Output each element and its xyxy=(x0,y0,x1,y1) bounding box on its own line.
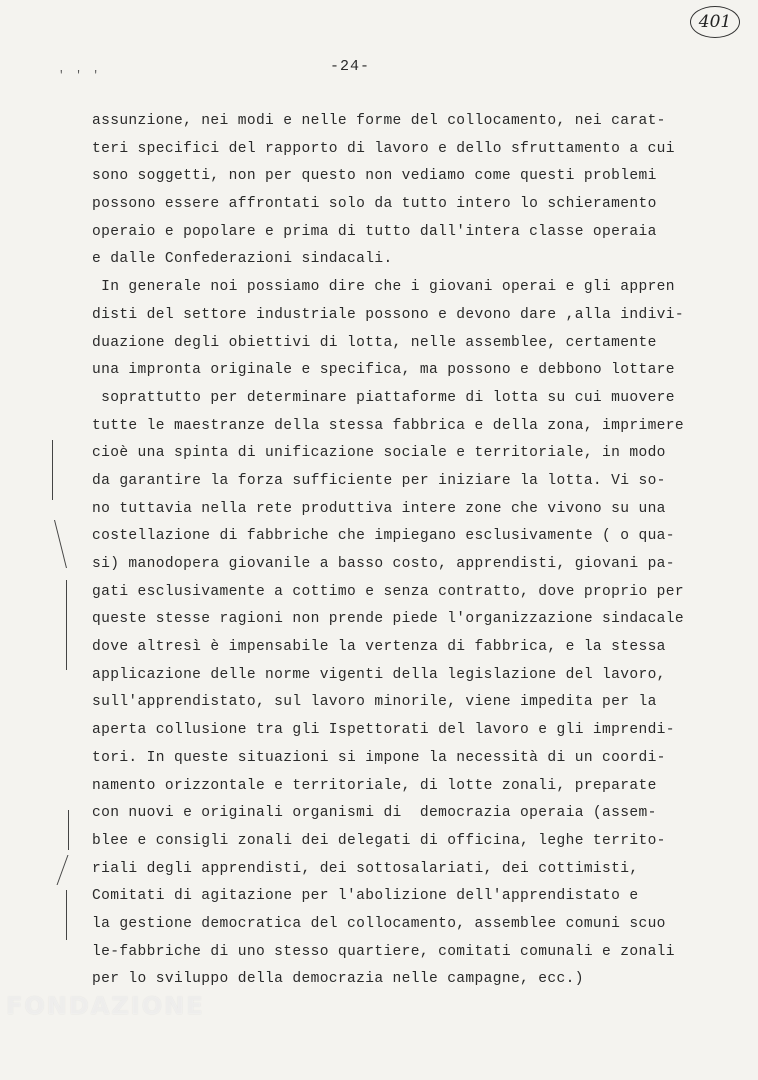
archive-watermark: FONDAZIONE xyxy=(6,992,205,1020)
text-line: duazione degli obiettivi di lotta, nelle assemblee, certamente xyxy=(92,334,657,351)
text-line: assunzione, nei modi e nelle forme del collocamento, nei carat- xyxy=(92,113,666,129)
margin-mark-line xyxy=(66,890,67,940)
archive-number-stamp: 401 xyxy=(690,6,740,38)
text-line: disti del settore industriale possono e devono dare ,alla indivi- xyxy=(92,306,684,323)
margin-ticks: ' ' ' xyxy=(58,70,102,82)
text-line: teri specifici del rapporto di lavoro e dello sfruttamento a cui xyxy=(92,140,675,157)
text-line: operaio e popolare e prima di tutto dall'intera classe operaia xyxy=(92,223,657,240)
margin-mark-line xyxy=(57,855,69,885)
text-line: soprattutto per determinare piattaforme di lotta su cui muovere xyxy=(92,389,675,406)
text-line: applicazione delle norme vigenti della legislazione del lavoro, xyxy=(92,666,666,683)
text-line: sull'apprendistato, sul lavoro minorile, viene impedita per la xyxy=(92,694,657,711)
text-line: blee e consigli zonali dei delegati di officina, leghe territo- xyxy=(92,832,666,849)
text-line: gati esclusivamente a cottimo e senza contratto, dove proprio per xyxy=(92,583,684,600)
text-line: tutte le maestranze della stessa fabbrica e della zona, imprimere xyxy=(92,417,684,434)
text-line: le-fabbriche di uno stesso quartiere, comitati comunali e zonali xyxy=(92,943,675,960)
page-number: -24- xyxy=(329,58,370,75)
text-line: e dalle Confederazioni sindacali. xyxy=(92,251,393,268)
text-line: la gestione democratica del collocamento, assemblee comuni scuo xyxy=(92,915,666,932)
text-line: per lo sviluppo della democrazia nelle campagne, ecc.) xyxy=(92,971,584,988)
text-line: aperta collusione tra gli Ispettorati del lavoro e gli imprendi- xyxy=(92,722,675,739)
text-line: queste stesse ragioni non prende piede l'organizzazione sindacale xyxy=(92,611,684,628)
text-line: no tuttavia nella rete produttiva intere zone che vivono su una xyxy=(92,500,666,517)
text-line: da garantire la forza sufficiente per iniziare la lotta. Vi so- xyxy=(92,472,666,489)
text-line: tori. In queste situazioni si impone la necessità di un coordi- xyxy=(92,749,666,766)
text-line: sono soggetti, non per questo non vediamo come questi problemi xyxy=(92,168,657,185)
text-line: con nuovi e originali organismi di democrazia operaia (assem- xyxy=(92,805,657,822)
margin-mark-line xyxy=(54,520,67,568)
text-line: possono essere affrontati solo da tutto intero lo schieramento xyxy=(92,196,657,213)
text-line: dove altresì è impensabile la vertenza di fabbrica, e la stessa xyxy=(92,639,666,656)
text-line: cioè una spinta di unificazione sociale e territoriale, in modo xyxy=(92,445,666,462)
text-line: si) manodopera giovanile a basso costo, apprendisti, giovani pa- xyxy=(92,556,675,572)
margin-mark-line xyxy=(52,440,53,500)
body-text xyxy=(92,108,702,994)
text-line: una impronta originale e specifica, ma possono e debbono lottare xyxy=(92,362,675,379)
text-line: riali degli apprendisti, dei sottosalariati, dei cottimisti, xyxy=(92,860,639,877)
text-line: namento orizzontale e territoriale, di lotte zonali, preparate xyxy=(92,777,657,794)
text-line: In generale noi possiamo dire che i giovani operai e gli appren xyxy=(92,279,675,296)
margin-mark-line xyxy=(68,810,69,850)
text-line: costellazione di fabbriche che impiegano esclusivamente ( o qua- xyxy=(92,528,675,545)
margin-mark-line xyxy=(66,580,67,670)
text-line: Comitati di agitazione per l'abolizione dell'apprendistato e xyxy=(92,888,639,905)
